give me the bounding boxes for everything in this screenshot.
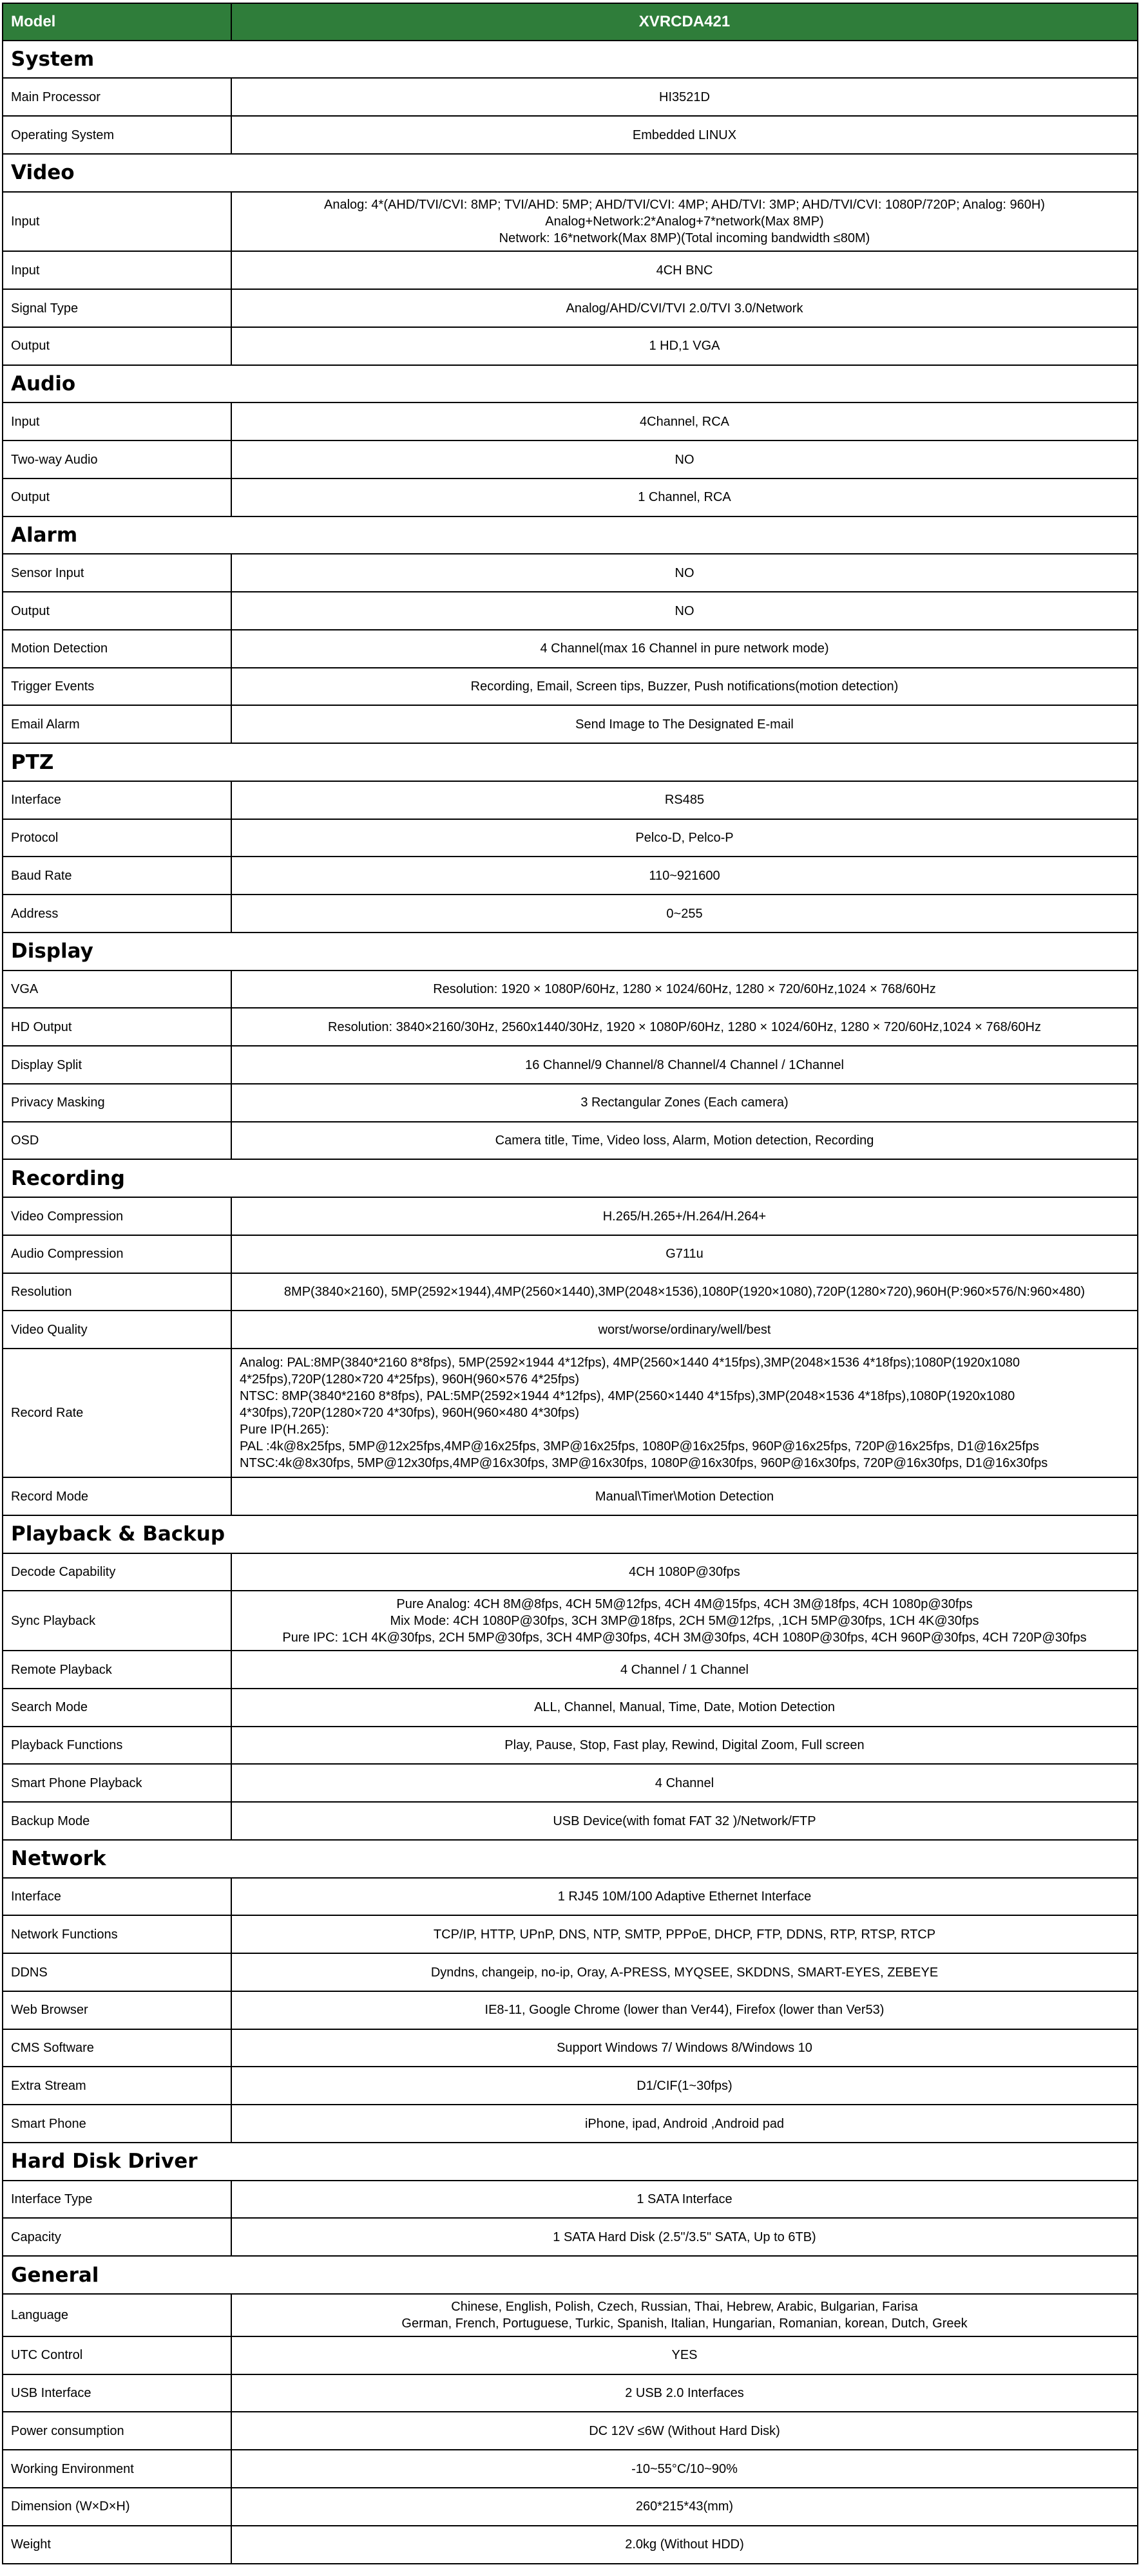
spec-table [2,3,1138,2564]
spec-value-line: NTSC: 8MP(3840*2160 8*8fps), PAL:5MP(2592×1944 4*12fps), 4MP(2560×1440 4*15fps),3MP(2048×1536 4*18fps),1080P(1920x1080 [240,1389,1015,1404]
spec-label: HD Output [3,1008,231,1046]
spec-value-line: worst/worse/ordinary/well/best [598,1322,771,1337]
spec-value [231,2374,1138,2412]
spec-value [231,630,1138,668]
spec-label: Main Processor [3,78,231,116]
section-title: Playback & Backup [3,1515,1138,1553]
spec-label: Smart Phone [3,2105,231,2143]
spec-row [3,1764,1138,1802]
spec-value [231,1311,1138,1349]
spec-value [231,327,1138,365]
spec-value-line: USB Device(with fomat FAT 32 )/Network/FTP [553,1814,816,1828]
spec-value-line: NO [675,603,694,618]
spec-row [3,2526,1138,2564]
spec-value-line: Manual\Timer\Motion Detection [595,1489,774,1504]
spec-value-line: H.265/H.265+/H.264/H.264+ [602,1209,767,1224]
spec-row [3,2488,1138,2526]
section-video [3,154,1138,192]
spec-row [3,1008,1138,1046]
section-audio [3,365,1138,403]
section-title: Alarm [3,516,1138,554]
spec-row [3,1953,1138,1991]
spec-value-line: -10~55°C/10~90% [631,2461,738,2476]
spec-value [231,857,1138,895]
spec-value [231,2218,1138,2256]
spec-row [3,971,1138,1009]
spec-row [3,2336,1138,2374]
spec-value [231,1802,1138,1840]
spec-label: Operating System [3,116,231,154]
spec-value-line: 1 SATA Hard Disk (2.5"/3.5" SATA, Up to 6TB) [553,2230,816,2244]
spec-row [3,1553,1138,1591]
spec-value [231,1084,1138,1122]
spec-value [231,1953,1138,1991]
spec-value [231,402,1138,440]
spec-value-line: NTSC:4k@8x30fps, 5MP@12x30fps,4MP@16x30fps, 3MP@16x30fps, 1080P@16x30fps, 960P@16x30fps, 720P@16x30fps, D1@16x30fps [240,1456,1048,1471]
spec-label: Video Compression [3,1197,231,1235]
spec-value-line: Resolution: 1920 × 1080P/60Hz, 1280 × 1024/60Hz, 1280 × 720/60Hz,1024 × 768/60Hz [433,982,936,997]
spec-row [3,192,1138,252]
spec-value-line: PAL :4k@8x25fps, 5MP@12x25fps,4MP@16x25fps, 3MP@16x25fps, 1080P@16x25fps, 960P@16x25fps, 720P@16x25fps, D1@16x25fps [240,1439,1039,1454]
section-general [3,2256,1138,2294]
spec-value-line: RS485 [664,793,705,808]
spec-value [231,1878,1138,1916]
section-title: Video [3,154,1138,192]
header-row [3,3,1138,41]
spec-label: Working Environment [3,2450,231,2488]
spec-label: Email Alarm [3,705,231,743]
spec-label: Dimension (W×D×H) [3,2488,231,2526]
spec-value-line: 4Channel, RCA [640,414,729,429]
spec-row [3,327,1138,365]
section-title: Audio [3,365,1138,403]
spec-value-line: Embedded LINUX [632,128,737,142]
spec-value [231,1689,1138,1727]
spec-label: Baud Rate [3,857,231,895]
section-title: Network [3,1840,1138,1878]
spec-value-line: Recording, Email, Screen tips, Buzzer, Push notifications(motion detection) [470,679,899,694]
spec-row [3,2294,1138,2336]
spec-row [3,2450,1138,2488]
spec-value-line: Network: 16*network(Max 8MP)(Total incoming bandwidth ≤80M) [499,231,870,246]
spec-row [3,1591,1138,1651]
spec-row [3,1802,1138,1840]
spec-row [3,2105,1138,2143]
spec-value [231,440,1138,478]
spec-row [3,2029,1138,2067]
spec-label: Address [3,895,231,933]
spec-value-line: Camera title, Time, Video loss, Alarm, Motion detection, Recording [495,1133,874,1148]
spec-label: Display Split [3,1046,231,1084]
spec-value [231,116,1138,154]
spec-label: Interface [3,1878,231,1916]
spec-value [231,2181,1138,2219]
spec-value [231,192,1138,252]
spec-row [3,630,1138,668]
section-recording [3,1159,1138,1197]
spec-row [3,668,1138,706]
spec-value [231,668,1138,706]
spec-value [231,1727,1138,1765]
spec-value-line: G711u [665,1247,704,1262]
spec-value [231,1235,1138,1273]
spec-label: Privacy Masking [3,1084,231,1122]
spec-value [231,2105,1138,2143]
spec-label: Video Quality [3,1311,231,1349]
spec-value-line: Send Image to The Designated E-mail [575,717,794,732]
spec-value-line: 2 USB 2.0 Interfaces [625,2386,744,2401]
spec-value [231,78,1138,116]
section-display [3,933,1138,971]
spec-value-line: Chinese, English, Polish, Czech, Russian, Thai, Hebrew, Arabic, Bulgarian, Farisa [451,2299,918,2314]
spec-value-line: NO [675,565,694,580]
spec-row [3,895,1138,933]
spec-value [231,2526,1138,2564]
spec-value-line: NO [675,452,694,467]
spec-value-line: Resolution: 3840×2160/30Hz, 2560x1440/30Hz, 1920 × 1080P/60Hz, 1280 × 1024/60Hz, 1280 × 720/60Hz,1024 × 768/60Hz [328,1019,1041,1034]
spec-label: Search Mode [3,1689,231,1727]
spec-value-line: 16 Channel/9 Channel/8 Channel/4 Channel / 1Channel [525,1057,844,1072]
spec-row [3,478,1138,516]
spec-value [231,781,1138,819]
spec-row [3,251,1138,289]
spec-label: Record Mode [3,1477,231,1515]
spec-value [231,1477,1138,1515]
spec-value [231,1122,1138,1160]
spec-value-line: 1 Channel, RCA [638,490,731,505]
spec-value-line: 4CH 1080P@30fps [629,1565,740,1580]
spec-row [3,1084,1138,1122]
spec-row [3,1878,1138,1916]
spec-row [3,857,1138,895]
spec-label: Protocol [3,819,231,857]
spec-row [3,1273,1138,1311]
model-name: XVRCDA421 [231,3,1138,41]
spec-label: Resolution [3,1273,231,1311]
spec-label: Sync Playback [3,1591,231,1651]
spec-value-line: Pure IP(H.265): [240,1423,329,1437]
spec-label: OSD [3,1122,231,1160]
spec-value-line: Analog: PAL:8MP(3840*2160 8*8fps), 5MP(2592×1944 4*12fps), 4MP(2560×1440 4*15fps),3MP(2048×1536 4*18fps);1080P(1920x1080 [240,1356,1020,1370]
spec-row [3,1477,1138,1515]
spec-value [231,971,1138,1009]
spec-value [231,705,1138,743]
spec-label: Input [3,251,231,289]
spec-value-line: Pure IPC: 1CH 4K@30fps, 2CH 5MP@30fps, 3CH 4MP@30fps, 4CH 3M@30fps, 4CH 1080P@30fps, 4CH 960P@30fps, 4CH 720P@30fps [282,1630,1087,1645]
spec-value [231,1651,1138,1689]
spec-label: Web Browser [3,1991,231,2029]
spec-label: Input [3,192,231,252]
section-title: Hard Disk Driver [3,2143,1138,2181]
section-title: System [3,41,1138,79]
spec-label: Interface Type [3,2181,231,2219]
spec-row [3,1349,1138,1477]
spec-value-line: YES [671,2348,698,2363]
spec-label: Playback Functions [3,1727,231,1765]
spec-label: Remote Playback [3,1651,231,1689]
spec-value-line: 3 Rectangular Zones (Each camera) [580,1095,789,1110]
spec-value [231,592,1138,630]
spec-row [3,1122,1138,1160]
section-playback-backup [3,1515,1138,1553]
spec-label: Record Rate [3,1349,231,1477]
spec-value [231,2336,1138,2374]
spec-value-line: 4*30fps),720P(1280×720 4*30fps), 960H(960×480 4*30fps) [240,1406,580,1421]
spec-row [3,2218,1138,2256]
spec-label: Output [3,478,231,516]
spec-label: Signal Type [3,289,231,327]
spec-value-line: Dyndns, changeip, no-ip, Oray, A-PRESS, MYQSEE, SKDDNS, SMART-EYES, ZEBEYE [430,1965,939,1980]
spec-label: Weight [3,2526,231,2564]
spec-value [231,1991,1138,2029]
spec-label: Trigger Events [3,668,231,706]
spec-value-line: DC 12V ≤6W (Without Hard Disk) [589,2423,780,2438]
section-ptz [3,743,1138,781]
spec-value-line: ALL, Channel, Manual, Time, Date, Motion Detection [534,1700,835,1715]
spec-value-line: 0~255 [666,906,703,921]
spec-row [3,1197,1138,1235]
spec-label: UTC Control [3,2336,231,2374]
spec-label: USB Interface [3,2374,231,2412]
spec-label: Decode Capability [3,1553,231,1591]
spec-label: CMS Software [3,2029,231,2067]
section-title: General [3,2256,1138,2294]
spec-value-line: Mix Mode: 4CH 1080P@30fps, 3CH 3MP@18fps, 2CH 5M@12fps, ,1CH 5MP@30fps, 1CH 4K@30fps [390,1613,979,1628]
spec-value [231,554,1138,592]
spec-table-body [3,3,1138,2564]
spec-value-line: Analog/AHD/CVI/TVI 2.0/TVI 3.0/Network [566,301,803,316]
section-network [3,1840,1138,1878]
spec-label: Sensor Input [3,554,231,592]
spec-value-line: 4 Channel(max 16 Channel in pure network mode) [540,641,829,656]
spec-row [3,78,1138,116]
spec-value [231,2029,1138,2067]
header-label: Model [3,3,231,41]
spec-label: DDNS [3,1953,231,1991]
spec-label: Smart Phone Playback [3,1764,231,1802]
spec-value-line: Pure Analog: 4CH 8M@8fps, 4CH 5M@12fps, 4CH 4M@15fps, 4CH 3M@18fps, 4CH 1080p@30fps [396,1596,973,1611]
spec-value-line: Pelco-D, Pelco-P [635,831,734,846]
spec-label: Motion Detection [3,630,231,668]
spec-value [231,1553,1138,1591]
spec-row [3,1689,1138,1727]
spec-label: Extra Stream [3,2067,231,2105]
spec-value [231,2412,1138,2450]
spec-row [3,402,1138,440]
spec-value-line: 8MP(3840×2160), 5MP(2592×1944),4MP(2560×1440),3MP(2048×1536),1080P(1920×1080),720P(1280×720),960H(P:960×576/N:960×480) [283,1285,1086,1300]
spec-label: Language [3,2294,231,2336]
spec-value-line: 4CH BNC [656,263,713,278]
section-system [3,41,1138,79]
spec-value [231,478,1138,516]
spec-row [3,2374,1138,2412]
spec-row [3,1235,1138,1273]
spec-label: VGA [3,971,231,1009]
spec-row [3,2412,1138,2450]
spec-value-line: D1/CIF(1~30fps) [636,2078,732,2093]
spec-row [3,289,1138,327]
spec-label: Output [3,592,231,630]
spec-row [3,592,1138,630]
spec-value-line: 1 HD,1 VGA [649,339,720,354]
spec-row [3,116,1138,154]
spec-value-line: iPhone, ipad, Android ,Android pad [584,2116,785,2131]
spec-row [3,1651,1138,1689]
spec-label: Audio Compression [3,1235,231,1273]
spec-label: Output [3,327,231,365]
spec-label: Network Functions [3,1915,231,1953]
spec-value [231,1197,1138,1235]
spec-value [231,1046,1138,1084]
section-title: Recording [3,1159,1138,1197]
spec-label: Capacity [3,2218,231,2256]
spec-value-line: HI3521D [659,90,710,104]
section-hard-disk-driver [3,2143,1138,2181]
spec-row [3,1311,1138,1349]
spec-value [231,289,1138,327]
spec-row [3,1727,1138,1765]
spec-value-line: Support Windows 7/ Windows 8/Windows 10 [557,2041,812,2056]
spec-value-line: 4*25fps),720P(1280×720 4*25fps), 960H(960×576 4*25fps) [240,1372,580,1387]
spec-value-line: 110~921600 [649,868,720,883]
section-title: PTZ [3,743,1138,781]
spec-value-line: 260*215*43(mm) [635,2499,734,2514]
spec-value-line: 4 Channel [655,1776,714,1790]
spec-value [231,1349,1138,1477]
spec-row [3,1046,1138,1084]
spec-value [231,895,1138,933]
spec-value [231,819,1138,857]
spec-row [3,781,1138,819]
spec-label: Interface [3,781,231,819]
spec-row [3,2067,1138,2105]
spec-value-line: 4 Channel / 1 Channel [620,1662,749,1677]
spec-value [231,1008,1138,1046]
spec-value [231,2294,1138,2336]
spec-row [3,1991,1138,2029]
spec-value [231,2488,1138,2526]
spec-value [231,2067,1138,2105]
spec-label: Two-way Audio [3,440,231,478]
spec-value-line: IE8-11, Google Chrome (lower than Ver44), Firefox (lower than Ver53) [484,2003,885,2018]
spec-value [231,1915,1138,1953]
spec-row [3,2181,1138,2219]
spec-label: Power consumption [3,2412,231,2450]
spec-value [231,251,1138,289]
spec-value-line: German, French, Portuguese, Turkic, Spanish, Italian, Hungarian, Romanian, korean, Dutch, Greek [401,2316,968,2331]
section-title: Display [3,933,1138,971]
spec-row [3,1915,1138,1953]
spec-row [3,440,1138,478]
spec-row [3,819,1138,857]
spec-value [231,2450,1138,2488]
spec-value-line: TCP/IP, HTTP, UPnP, DNS, NTP, SMTP, PPPoE, DHCP, FTP, DDNS, RTP, RTSP, RTCP [433,1927,936,1942]
spec-row [3,554,1138,592]
spec-value-line: Analog+Network:2*Analog+7*network(Max 8MP) [545,214,824,229]
spec-label: Backup Mode [3,1802,231,1840]
section-alarm [3,516,1138,554]
spec-value [231,1591,1138,1651]
spec-value-line: 1 RJ45 10M/100 Adaptive Ethernet Interface [557,1889,812,1904]
spec-value-line: 1 SATA Interface [636,2192,732,2207]
spec-value [231,1273,1138,1311]
spec-value [231,1764,1138,1802]
spec-row [3,705,1138,743]
spec-value-line: Play, Pause, Stop, Fast play, Rewind, Digital Zoom, Full screen [504,1738,865,1753]
spec-label: Input [3,402,231,440]
spec-value-line: Analog: 4*(AHD/TVI/CVI: 8MP; TVI/AHD: 5MP; AHD/TVI/CVI: 4MP; AHD/TVI: 3MP; AHD/TVI/CVI: 1080P/720P; Analog: 960H) [324,198,1045,213]
spec-value-line: 2.0kg (Without HDD) [625,2537,744,2552]
